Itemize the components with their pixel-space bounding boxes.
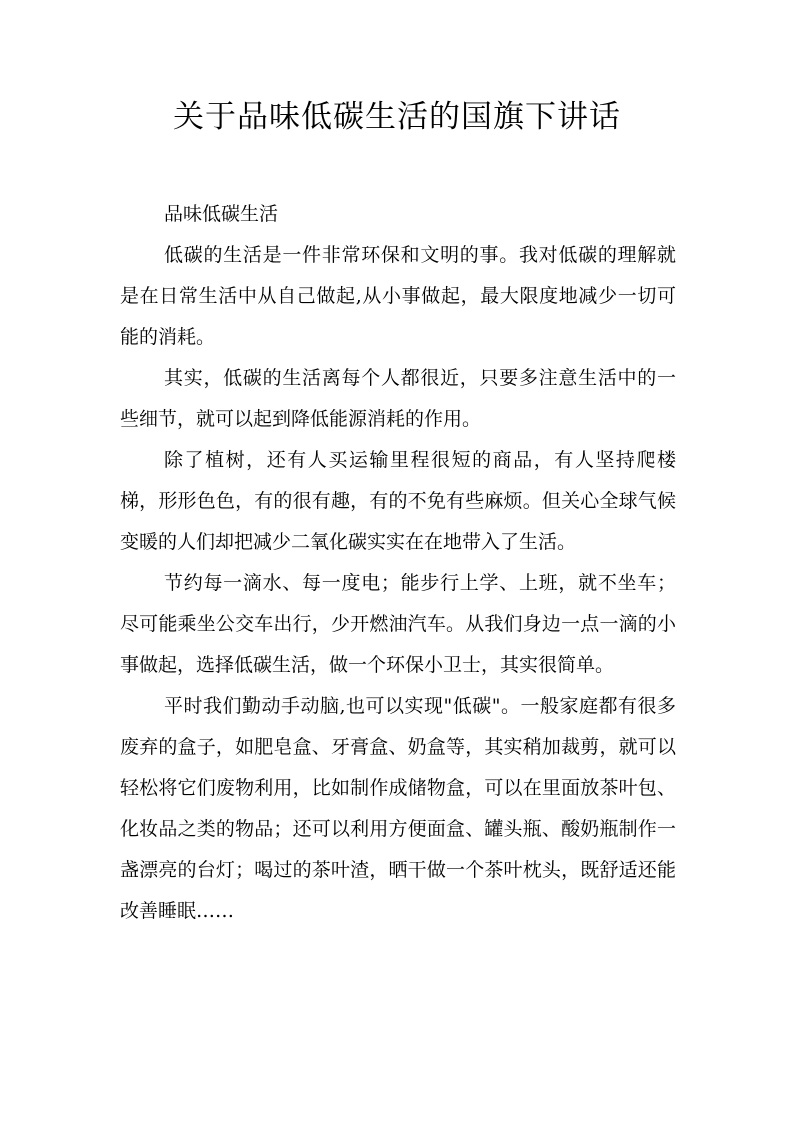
paragraph: 节约每一滴水、每一度电；能步行上学、上班，就不坐车；尽可能乘坐公交车出行，少开燃油汽车。从我们身边一点一滴的小事做起，选择低碳生活，做一个环保小卫士，其实很简单。 (120, 572, 676, 676)
paragraph-subtitle: 品味低碳生活 (164, 203, 279, 225)
document-title: 关于品味低碳生活的国旗下讲话 (173, 99, 621, 135)
document-body (120, 194, 676, 932)
paragraph: 平时我们勤动手动脑,也可以实现"低碳"。一般家庭都有很多废弃的盒子，如肥皂盒、牙膏盒、奶盒等，其实稍加裁剪，就可以轻松将它们废物利用，比如制作成储物盒，可以在里面放茶叶包、化妆品之类的物品；还可以利用方便面盒、罐头瓶、酸奶瓶制作一盏漂亮的台灯；喝过的茶叶渣，晒干做一个茶叶枕头，既舒适还能改善睡眠…… (120, 695, 676, 922)
paragraph: 低碳的生活是一件非常环保和文明的事。我对低碳的理解就是在日常生活中从自己做起,从小事做起，最大限度地减少一切可能的消耗。 (120, 244, 676, 348)
paragraph: 除了植树，还有人买运输里程很短的商品，有人坚持爬楼梯，形形色色，有的很有趣，有的不免有些麻烦。但关心全球气候变暖的人们却把减少二氧化碳实实在在地带入了生活。 (120, 449, 676, 553)
paragraph: 其实，低碳的生活离每个人都很近，只要多注意生活中的一些细节，就可以起到降低能源消耗的作用。 (120, 367, 676, 430)
